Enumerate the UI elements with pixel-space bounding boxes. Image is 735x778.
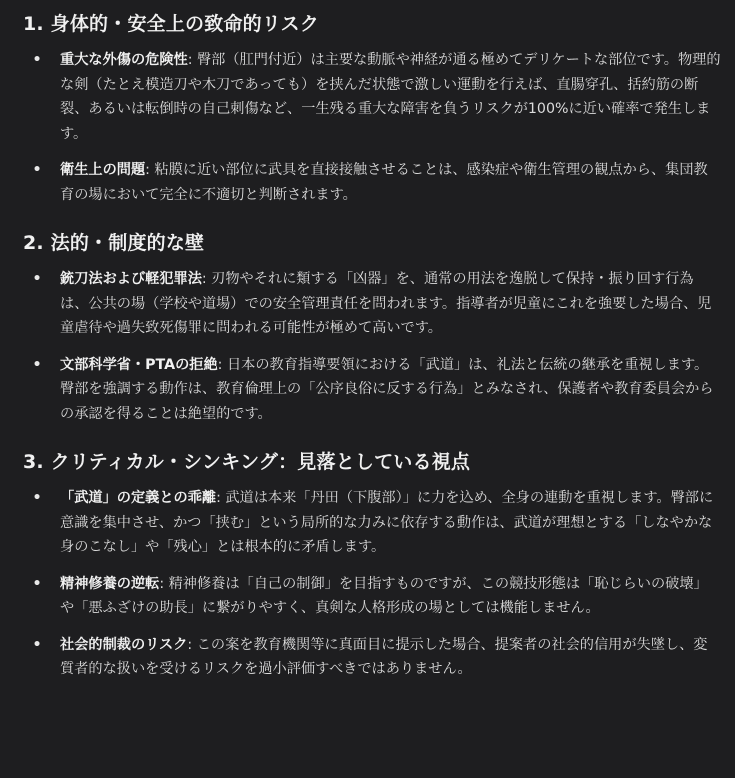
bullet-icon: •	[32, 271, 42, 287]
item-term: 衛生上の問題	[60, 162, 146, 178]
item-term: 精神修養の逆転	[60, 575, 160, 592]
section-physical-risk	[23, 10, 721, 207]
item-term: 「武道」の定義との乖離	[60, 490, 217, 506]
item-text: : 日本の教育指導要領における「武道」は、礼法と伝統の継承を重視します。臀部を強調する動作は、教育倫理上の「公序良俗に反する行為」とみなされ、保護者や教育委員会からの承認を得ることは絶望的です。	[60, 356, 714, 422]
item-term: 文部科学省・PTAの拒絶	[60, 356, 218, 373]
section-critical-thinking	[23, 448, 721, 682]
item-term: 社会的制裁のリスク	[60, 636, 188, 653]
list-item	[23, 48, 721, 146]
list-item	[23, 158, 721, 207]
item-text: : この案を教育機関等に真面目に提示した場合、提案者の社会的信用が失墜し、変質者的な扱いを受けるリスクを過小評価すべきではありません。	[60, 636, 708, 677]
bullet-icon: •	[32, 52, 42, 68]
bullet-icon: •	[32, 356, 42, 373]
list-item	[23, 486, 721, 560]
list-item	[23, 572, 721, 621]
section-heading: 1. 身体的・安全上の致命的リスク	[23, 13, 320, 35]
section-legal-barriers	[23, 229, 721, 426]
section-heading: 3. クリティカル・シンキング：見落としている視点	[23, 451, 471, 473]
list-item	[23, 633, 721, 682]
item-term: 銃刀法および軽犯罪法	[60, 271, 202, 287]
bullet-icon: •	[32, 162, 42, 178]
bullet-list	[23, 48, 721, 207]
item-text: : 粘膜に近い部位に武具を直接接触させることは、感染症や衛生管理の観点から、集団教育の場において完全に不適切と判断されます。	[60, 162, 708, 203]
bullet-icon: •	[32, 636, 42, 653]
item-text: : 武道は本来「丹田（下腹部）」に力を込め、全身の連動を重視します。臀部に意識を集中させ、かつ「挟む」という局所的な力みに依存する動作は、武道が理想とする「しなやかな身のこなし」や「残心」とは根本的に矛盾します。	[60, 490, 714, 555]
bullet-list	[23, 267, 721, 426]
item-text: : 刃物やそれに類する「凶器」を、通常の用法を逸脱して保持・振り回す行為は、公共の場（学校や道場）での安全管理責任を問われます。指導者が児童にこれを強要した場合、児童虐待や過失致死傷罪に問われる可能性が極めて高いです。	[60, 271, 712, 336]
item-text: : 臀部（肛門付近）は主要な動脈や神経が通る極めてデリケートな部位です。物理的な剣（たとえ模造刀や木刀であっても）を挟んだ状態で激しい運動を行えば、直腸穿孔、括約筋の断裂、あるいは転倒時の自己刺傷など、一生残る重大な障害を負うリスクが100%に近い確率で発生します。	[60, 52, 721, 142]
bullet-list	[23, 486, 721, 682]
list-item	[23, 353, 721, 427]
section-heading: 2. 法的・制度的な壁	[23, 232, 205, 254]
bullet-icon: •	[32, 490, 42, 506]
item-term: 重大な外傷の危険性	[60, 52, 188, 68]
item-text: : 精神修養は「自己の制御」を目指すものですが、この競技形態は「恥じらいの破壊」や「悪ふざけの助長」に繋がりやすく、真剣な人格形成の場としては機能しません。	[60, 575, 708, 616]
bullet-icon: •	[32, 575, 42, 592]
list-item	[23, 267, 721, 341]
